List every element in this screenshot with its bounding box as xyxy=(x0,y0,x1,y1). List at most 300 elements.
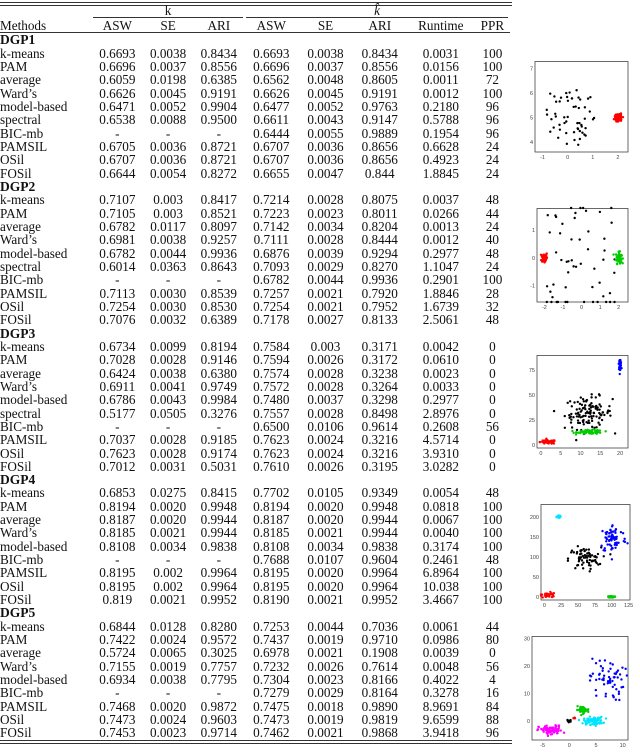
group-header xyxy=(0,180,510,193)
data-point xyxy=(609,410,611,412)
data-point xyxy=(622,257,624,259)
data-point xyxy=(614,547,616,549)
data-point xyxy=(560,729,562,731)
cell-se-k: 0.0038 xyxy=(149,45,187,61)
cell-runtime: 0.0012 xyxy=(422,232,459,248)
data-point xyxy=(579,207,581,209)
data-point xyxy=(577,128,579,130)
data-point xyxy=(595,695,597,697)
y-tick-label: 0 xyxy=(526,718,530,725)
data-point xyxy=(604,695,606,697)
cell-runtime: 0.2608 xyxy=(422,418,459,434)
col-se-khat: SE xyxy=(317,18,334,33)
cell-ari-k: 0.8539 xyxy=(200,285,237,301)
cell-asw-k: 0.6853 xyxy=(99,485,136,501)
cell-method: OSil xyxy=(0,152,25,168)
cell-ari-khat: 0.9838 xyxy=(361,538,398,554)
table-row xyxy=(0,207,510,220)
data-point xyxy=(577,96,579,98)
cell-ari-k: 0.7757 xyxy=(200,658,237,674)
data-point xyxy=(626,542,628,544)
cell-se-k: - xyxy=(165,685,171,701)
cell-se-k: 0.0030 xyxy=(149,298,187,314)
cell-ari-khat: 0.7036 xyxy=(361,618,398,634)
cell-runtime: 2.5061 xyxy=(422,312,459,328)
cell-asw-k: 0.7028 xyxy=(99,352,136,368)
cell-se-k: 0.0037 xyxy=(149,58,187,74)
data-point xyxy=(550,301,552,303)
data-point xyxy=(597,421,599,423)
data-point xyxy=(613,301,615,303)
cell-asw-k: 0.6696 xyxy=(99,58,136,74)
data-point xyxy=(581,404,583,406)
cell-ari-khat: 0.3216 xyxy=(361,445,398,461)
cell-ari-k: - xyxy=(216,552,221,568)
y-tick-label: 25 xyxy=(528,418,535,424)
table-row xyxy=(0,60,510,73)
cell-ari-k: 0.9904 xyxy=(200,98,237,114)
data-point xyxy=(546,301,548,303)
y-tick-label: 1 xyxy=(531,228,535,235)
data-point xyxy=(610,222,612,224)
cell-ari-k: 0.8643 xyxy=(200,258,237,274)
cell-se-khat: 0.0028 xyxy=(307,232,344,248)
cell-runtime: 0.0266 xyxy=(422,205,459,221)
data-point xyxy=(593,268,595,270)
data-point xyxy=(565,132,567,134)
cell-method: OSil xyxy=(0,298,25,314)
cell-ari-khat: 0.8605 xyxy=(361,72,398,88)
data-point xyxy=(589,674,591,676)
scatter-plot-dgp2 xyxy=(523,208,630,314)
cell-se-khat: 0.0044 xyxy=(307,272,344,288)
data-point xyxy=(605,540,607,542)
data-point xyxy=(616,676,618,678)
data-point xyxy=(617,254,619,256)
data-point xyxy=(575,431,577,433)
data-point xyxy=(596,562,598,564)
cell-se-khat: 0.0106 xyxy=(307,418,344,434)
cell-se-khat: 0.003 xyxy=(310,338,341,354)
group-label: DGP1 xyxy=(0,32,36,48)
y-tick-label: 30 xyxy=(523,636,530,643)
cell-ari-khat: 0.9147 xyxy=(361,112,398,128)
data-point xyxy=(595,433,597,435)
data-point xyxy=(577,144,579,146)
data-point xyxy=(608,405,610,407)
data-point xyxy=(605,533,607,535)
data-point xyxy=(606,531,608,533)
table-row xyxy=(0,340,510,353)
cell-runtime: 0.0039 xyxy=(422,645,459,661)
cell-ari-khat: 0.8204 xyxy=(361,218,398,234)
data-point xyxy=(555,516,557,518)
cell-method: PAM xyxy=(0,352,28,368)
data-point xyxy=(559,232,561,234)
data-point xyxy=(584,127,586,129)
data-point xyxy=(573,131,575,133)
cell-asw-khat: 0.7462 xyxy=(253,725,290,741)
data-point xyxy=(607,670,609,672)
data-point xyxy=(554,113,556,115)
col-ari-k: ARI xyxy=(207,18,231,33)
cell-ppr: 32 xyxy=(485,298,499,314)
cell-method: PAMSIL xyxy=(0,138,48,154)
data-point xyxy=(585,210,587,212)
table-row xyxy=(0,593,510,606)
cell-ari-khat: 0.9614 xyxy=(361,418,398,434)
cell-asw-k: 0.8194 xyxy=(99,498,136,514)
cell-asw-k: 0.6911 xyxy=(99,378,136,394)
table-row xyxy=(0,633,510,646)
cell-runtime: 3.9310 xyxy=(422,445,459,461)
cell-method: average xyxy=(0,365,41,381)
data-point xyxy=(584,118,586,120)
cell-method: Ward’s xyxy=(0,525,38,541)
data-point xyxy=(604,536,606,538)
cell-ari-khat: 0.9191 xyxy=(361,85,398,101)
scatter-plot-dgp3 xyxy=(523,355,630,460)
cell-ari-k: 0.6380 xyxy=(200,365,237,381)
data-point xyxy=(579,709,581,711)
data-point xyxy=(588,431,590,433)
data-point xyxy=(581,722,583,724)
cell-ari-k: 0.7795 xyxy=(200,672,237,688)
cell-ari-k: 0.8521 xyxy=(200,205,237,221)
cell-se-khat: 0.0036 xyxy=(307,138,344,154)
data-point xyxy=(589,413,591,415)
cell-asw-khat: 0.8190 xyxy=(253,592,290,608)
cell-method: k-means xyxy=(0,338,45,354)
group-label: DGP5 xyxy=(0,605,36,621)
cell-ppr: 100 xyxy=(482,592,503,608)
cell-asw-khat: 0.7223 xyxy=(253,205,290,221)
cell-ari-khat: 0.9944 xyxy=(361,512,398,528)
data-point xyxy=(555,115,557,117)
cell-se-k: - xyxy=(165,418,171,434)
cell-se-khat: 0.0026 xyxy=(307,658,344,674)
cell-asw-k: 0.6707 xyxy=(99,152,136,168)
y-tick-label: 150 xyxy=(529,534,539,541)
cell-method: BIC-mb xyxy=(0,685,44,701)
data-point xyxy=(574,212,576,214)
data-point xyxy=(598,424,600,426)
cell-ari-khat: 0.8556 xyxy=(361,58,398,74)
data-point xyxy=(567,557,569,559)
cell-se-khat: 0.0039 xyxy=(307,245,344,261)
cell-method: Ward’s xyxy=(0,378,38,394)
cell-se-khat: 0.0026 xyxy=(307,458,344,474)
group-header xyxy=(0,33,510,47)
cell-se-khat: 0.0107 xyxy=(307,552,344,568)
cell-asw-k: 0.6471 xyxy=(99,98,136,114)
data-point xyxy=(577,545,579,547)
y-tick-label: 200 xyxy=(529,514,539,521)
cell-asw-khat: 0.7702 xyxy=(253,485,290,501)
data-point xyxy=(587,412,589,414)
cell-ari-khat: 0.9889 xyxy=(361,125,398,141)
cell-method: FOSil xyxy=(0,165,32,181)
cell-asw-khat: 0.7257 xyxy=(253,285,290,301)
cell-runtime: 0.0042 xyxy=(422,338,459,354)
data-point xyxy=(536,729,538,731)
cell-method: k-means xyxy=(0,45,45,61)
cell-se-k: 0.0021 xyxy=(149,592,187,608)
cell-se-khat: 0.0023 xyxy=(307,672,344,688)
cell-asw-khat: 0.7304 xyxy=(253,672,290,688)
data-point xyxy=(598,282,600,284)
data-point xyxy=(585,412,587,414)
table-row xyxy=(0,127,510,140)
cell-se-k: 0.0023 xyxy=(149,725,187,741)
data-point xyxy=(607,682,609,684)
cell-ari-khat: 0.9952 xyxy=(361,592,398,608)
cell-asw-khat: 0.6707 xyxy=(253,138,290,154)
cell-runtime: 4.5714 xyxy=(422,432,459,448)
table-row xyxy=(0,513,510,526)
data-point xyxy=(619,373,621,375)
y-tick-label: 75 xyxy=(528,368,535,374)
data-point xyxy=(593,412,595,414)
table-row xyxy=(0,713,510,726)
data-point xyxy=(569,719,571,721)
cell-ari-khat: 0.3238 xyxy=(361,365,398,381)
cell-runtime: 0.3278 xyxy=(422,685,459,701)
cell-ari-k: 0.8721 xyxy=(200,138,237,154)
plot-frame xyxy=(541,505,630,601)
data-point xyxy=(612,663,614,665)
data-point xyxy=(589,556,591,558)
data-point xyxy=(588,416,590,418)
cell-method: FOSil xyxy=(0,592,32,608)
cell-method: model-based xyxy=(0,538,68,554)
cell-ari-k: 0.3276 xyxy=(200,405,237,421)
cell-se-khat: 0.0020 xyxy=(307,578,344,594)
cell-asw-k: 0.7468 xyxy=(99,698,136,714)
data-point xyxy=(602,411,604,413)
cell-ari-khat: 0.9944 xyxy=(361,525,398,541)
group-label: DGP4 xyxy=(0,472,36,488)
data-point xyxy=(616,256,618,258)
data-point xyxy=(605,717,607,719)
cell-ari-k: 0.9984 xyxy=(200,392,237,408)
data-point xyxy=(593,428,595,430)
cell-se-khat: 0.0044 xyxy=(307,618,344,634)
data-point xyxy=(619,673,621,675)
cell-runtime: 0.0818 xyxy=(422,498,459,514)
cell-asw-k: 0.7453 xyxy=(99,725,136,741)
cell-method: spectral xyxy=(0,112,42,128)
header-k: k xyxy=(93,4,243,18)
data-point xyxy=(556,732,558,734)
cell-runtime: 0.4022 xyxy=(422,672,459,688)
table-row xyxy=(0,153,510,166)
x-tick-label: -1 xyxy=(540,155,545,161)
cell-ari-k: 0.9838 xyxy=(200,538,237,554)
data-point xyxy=(549,92,551,94)
data-point xyxy=(618,259,620,261)
x-tick-label: 5 xyxy=(559,451,563,457)
cell-ppr: 100 xyxy=(482,512,503,528)
data-point xyxy=(591,286,593,288)
cell-se-khat: 0.0055 xyxy=(307,125,344,141)
cell-runtime: 0.4923 xyxy=(422,152,459,168)
cell-ari-khat: 0.9710 xyxy=(361,632,398,648)
cell-se-khat: 0.0019 xyxy=(307,712,344,728)
data-point xyxy=(595,396,597,398)
cell-asw-khat: 0.6655 xyxy=(253,165,290,181)
cell-asw-khat: 0.7594 xyxy=(253,352,290,368)
cell-asw-k: 0.8108 xyxy=(99,538,136,554)
cell-se-k: 0.003 xyxy=(153,205,183,221)
table-row xyxy=(0,380,510,393)
cell-ari-k: 0.8194 xyxy=(200,338,237,354)
group-header xyxy=(0,327,510,340)
table-row xyxy=(0,433,510,446)
data-point xyxy=(598,412,600,414)
cell-ari-khat: 0.3216 xyxy=(361,432,398,448)
data-point xyxy=(579,558,581,560)
table-row xyxy=(0,367,510,380)
x-tick-label: 1 xyxy=(598,305,602,311)
data-point xyxy=(583,400,585,402)
cell-ppr: 100 xyxy=(482,45,503,61)
cell-ari-k: - xyxy=(216,125,221,141)
cell-ari-k: 0.3025 xyxy=(200,645,237,661)
data-point xyxy=(564,301,566,303)
cell-runtime: 1.6739 xyxy=(422,298,459,314)
data-point xyxy=(620,367,622,369)
cell-asw-k: 0.7037 xyxy=(99,432,136,448)
table-row xyxy=(0,407,510,420)
data-point xyxy=(560,259,562,261)
cell-ari-k: 0.8272 xyxy=(200,165,237,181)
cell-ari-k: 0.8530 xyxy=(200,298,237,314)
data-point xyxy=(565,92,567,94)
cell-runtime: 3.0282 xyxy=(422,458,459,474)
data-point xyxy=(605,301,607,303)
cell-asw-k: 0.6538 xyxy=(99,112,136,128)
cell-method: PAMSIL xyxy=(0,432,48,448)
group-label: DGP3 xyxy=(0,325,36,341)
data-point xyxy=(595,662,597,664)
data-point xyxy=(585,723,587,725)
cell-runtime: 9.6599 xyxy=(422,712,459,728)
y-tick-label: 50 xyxy=(532,574,539,581)
cell-se-k: 0.0099 xyxy=(149,338,187,354)
data-point xyxy=(579,553,581,555)
data-point xyxy=(581,564,583,566)
data-point xyxy=(583,423,585,425)
data-point xyxy=(587,709,589,711)
data-point xyxy=(620,112,622,114)
data-point xyxy=(567,116,569,118)
data-point xyxy=(576,564,578,566)
cell-asw-khat: 0.6562 xyxy=(253,72,290,88)
cell-ari-k: 0.9952 xyxy=(200,592,237,608)
data-point xyxy=(573,401,575,403)
data-point xyxy=(550,727,552,729)
scatter-plot-dgp4 xyxy=(527,504,632,612)
cell-method: average xyxy=(0,218,41,234)
cell-asw-k: 0.7012 xyxy=(99,458,136,474)
data-point xyxy=(539,441,541,443)
data-point xyxy=(599,717,601,719)
data-point xyxy=(593,560,595,562)
cell-ppr: 0 xyxy=(489,365,496,381)
data-point xyxy=(615,528,617,530)
table-row xyxy=(0,580,510,593)
cell-se-khat: 0.0026 xyxy=(307,352,344,368)
cell-se-k: 0.0024 xyxy=(149,632,187,648)
cell-ppr: 88 xyxy=(485,712,499,728)
cell-ppr: 48 xyxy=(485,485,499,501)
cell-ppr: 0 xyxy=(489,458,496,474)
data-point xyxy=(608,532,610,534)
table-row xyxy=(0,313,510,326)
data-point xyxy=(570,551,572,553)
cell-method: OSil xyxy=(0,578,25,594)
data-point xyxy=(605,693,607,695)
cell-ari-khat: 0.8434 xyxy=(361,45,398,61)
table-row xyxy=(0,193,510,206)
data-point xyxy=(582,421,584,423)
cell-se-k: 0.0117 xyxy=(150,218,186,234)
cell-se-k: 0.0020 xyxy=(149,512,187,528)
cell-asw-k: - xyxy=(115,418,120,434)
cell-runtime: 0.0031 xyxy=(422,45,459,61)
data-point xyxy=(603,414,605,416)
cell-ari-k: 0.6389 xyxy=(200,312,237,328)
data-point xyxy=(541,728,543,730)
cell-asw-khat: 0.6693 xyxy=(253,45,290,61)
data-point xyxy=(581,559,583,561)
data-point xyxy=(587,248,589,250)
cell-se-khat: 0.0037 xyxy=(307,58,344,74)
data-point xyxy=(577,413,579,415)
data-point xyxy=(588,420,590,422)
cell-ari-khat: 0.3298 xyxy=(361,392,398,408)
data-point xyxy=(586,720,588,722)
cell-asw-khat: 0.7093 xyxy=(253,258,290,274)
data-point xyxy=(612,696,614,698)
scatter-plot-dgp5 xyxy=(518,636,630,752)
data-point xyxy=(589,724,591,726)
cell-asw-khat: 0.6611 xyxy=(253,112,290,128)
cell-se-k: - xyxy=(165,552,171,568)
data-point xyxy=(599,659,601,661)
data-point xyxy=(575,439,577,441)
cell-ari-k: - xyxy=(216,418,221,434)
data-point xyxy=(543,259,545,261)
data-point xyxy=(555,251,557,253)
data-point xyxy=(588,564,590,566)
data-point xyxy=(572,106,574,108)
cell-runtime: 8.9691 xyxy=(422,698,459,714)
data-point xyxy=(600,405,602,407)
cell-se-k: 0.0036 xyxy=(149,152,187,168)
cell-method: PAM xyxy=(0,498,28,514)
data-point xyxy=(578,107,580,109)
data-point xyxy=(591,658,593,660)
cell-asw-k: 0.6844 xyxy=(99,618,136,634)
data-point xyxy=(615,536,617,538)
col-ppr: PPR xyxy=(480,18,505,33)
cell-method: average xyxy=(0,512,41,528)
table-row xyxy=(0,673,510,686)
data-point xyxy=(577,401,579,403)
cell-method: Ward’s xyxy=(0,232,38,248)
